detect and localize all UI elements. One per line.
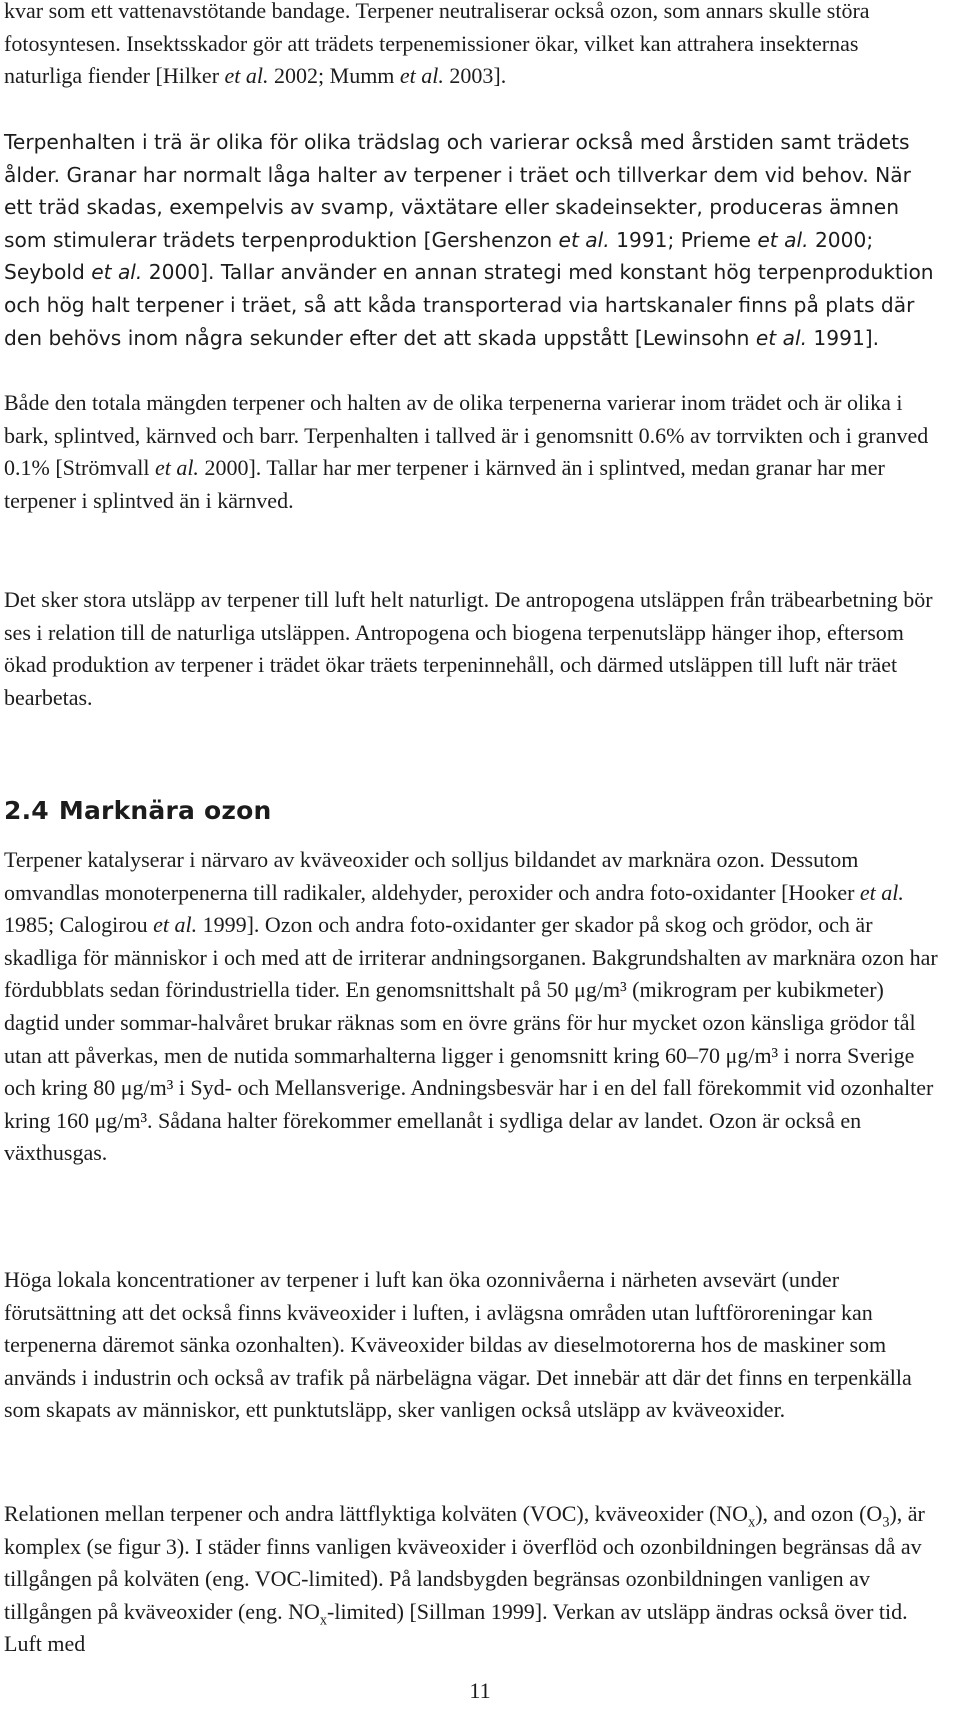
page-number: 11 (469, 1678, 491, 1703)
paragraph-1: kvar som ett vattenavstötande bandage. Terpener neutraliserar också ozon, som annars skulle störa fotosyntesen. Insektsskador gör att trädets terpenemissioner ökar, vilket kan attrahera insekternas naturliga fiender [Hilker et al. 2002; Mumm et al. 2003]. (4, 0, 870, 89)
section-title: Marknära ozon (58, 796, 272, 825)
paragraph-5: Terpener katalyserar i närvaro av kväveoxider och solljus bildandet av marknära ozon. Dessutom omvandlas monoterpenerna till radikaler, aldehyder, peroxider och andra foto-oxidanter [Hooker et al. 1985; Calogirou et al. 1999]. Ozon och andra foto-oxidanter ger skador på skog och grödor, och är skadliga för människor i och med att de irriterar andningsorganen. Bakgrundshalten av marknära ozon har fördubblats sedan förindustriella tider. En genomsnittshalt på 50 μg/m³ (mikrogram per kubikmeter) dagtid under sommar-halvåret brukar räknas som en övre gräns för hur mycket ozon känsliga grödor tål utan att påverkas, men de nutida sommarhalterna ligger i genomsnitt kring 60–70 μg/m³ i norra Sverige och kring 80 μg/m³ i Syd- och Mellansverige. Andningsbesvär har i en del fall förekommit vid ozonhalter kring 160 μg/m³. Sådana halter förekommer emellanåt i sydliga delar av landet. Ozon är också en växthusgas. (4, 847, 938, 1166)
section-number: 2.4 (4, 796, 49, 825)
paragraph-6: Höga lokala koncentrationer av terpener i luft kan öka ozonnivåerna i närheten avsevärt (under förutsättning att det också finns kväveoxider i luften, i avlägsna områden utan luftföroreningar kan terpenerna däremot sänka ozonhalten). Kväveoxider bildas av dieselmotorerna hos de maskiner som används i industrin och också av trafik på närbelägna vägar. Det innebär att där det finns en terpenkälla som skapats av människor, ett punktutsläpp, sker vanligen också utsläpp av kväveoxider. (4, 1267, 912, 1423)
paragraph-7: Relationen mellan terpener och andra lättflyktiga kolväten (VOC), kväveoxider $(NO_x)$, and ozon $(O_3)$, är komplex (se figur 3). I städer finns vanligen kväveoxider i överflöd och ozonbildningen begränsas då av tillgången på kolväten (eng. VOC-limited). På landsbygden begränsas ozonbildningen vanligen av tillgången på kväveoxider (eng. $NO_x-limited$) [Sillman 1999]. Verkan av utsläpp ändras också över tid. Luft med (4, 1501, 925, 1657)
section-heading (4, 795, 271, 827)
paragraph-2: Terpenhalten i trä är olika för olika trädslag och varierar också med årstiden samt trädets ålder. Granar har normalt låga halter av terpener i träet och tillverkar dem vid behov. När ett träd skadas, exempelvis av svamp, växtätare eller skadeinsekter, produceras ämnen som stimulerar trädets terpenproduktion [Gershenzon et al. 1991; Prieme et al. 2000; Seybold et al. 2000]. Tallar använder en annan strategi med konstant hög terpenproduktion och hög halt terpener i träet, så att kåda transporterad via hartskanaler finns på plats där den behövs inom några sekunder efter det att skada uppstått [Lewinsohn et al. 1991]. (4, 130, 934, 350)
paragraph-3: Både den totala mängden terpener och halten av de olika terpenerna varierar inom trädet och är olika i bark, splintved, kärnved och barr. Terpenhalten i tallved är i genomsnitt 0.6% av torrvikten och i granved 0.1% [Strömvall et al. 2000]. Tallar har mer terpener i kärnved än i splintved, medan granar har mer terpener i splintved än i kärnved. (4, 390, 929, 513)
paragraph-4: Det sker stora utsläpp av terpener till luft helt naturligt. De antropogena utsläppen från träbearbetning bör ses i relation till de naturliga utsläppen. Antropogena och biogena terpenutsläpp hänger ihop, eftersom ökad produktion av terpener i trädet ökar träets terpeninnehåll, och därmed utsläppen till luft när träet bearbetas. (4, 587, 933, 710)
